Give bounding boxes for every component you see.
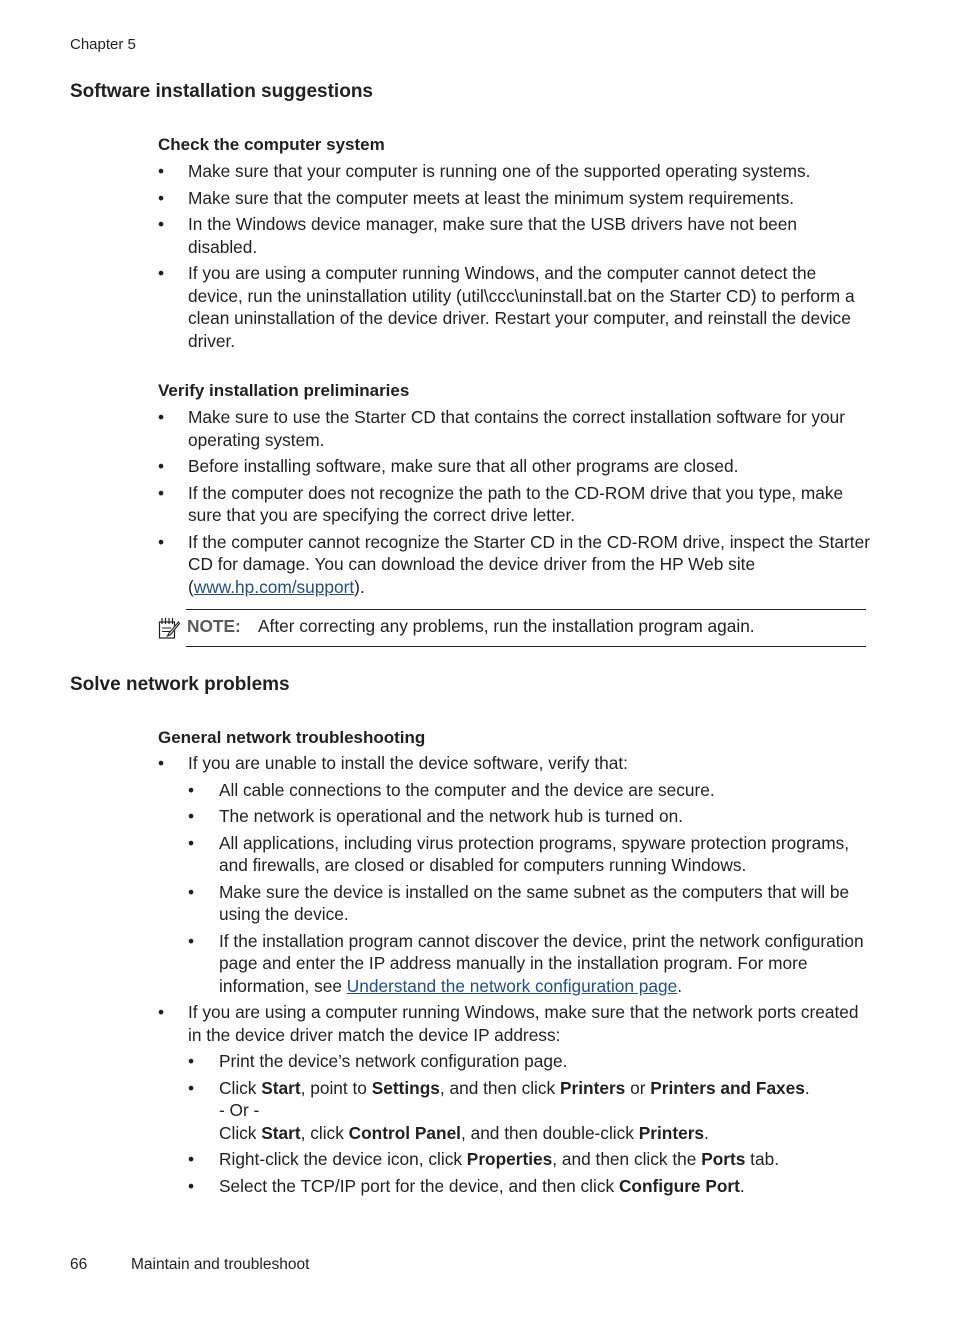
list-item: • Make sure that your computer is running one of the supported operating systems. [158,160,870,183]
section-title-software-installation: Software installation suggestions [70,81,373,102]
network-config-page-link[interactable]: Understand the network configuration page [346,975,678,996]
ui-term-properties: Properties [466,1149,553,1169]
text: Click [219,1122,262,1143]
ui-term-printers: Printers [638,1122,705,1143]
note-text: After correcting any problems, run the installation program again. [258,616,755,636]
sub-list-item: • The network is operational and the network hub is turned on. [188,805,870,828]
sub-list-item [188,1175,870,1198]
text: , click [300,1122,349,1143]
subsection-title-general-network: General network troubleshooting [158,728,426,747]
ui-term-printers: Printers [559,1077,626,1098]
note-label: NOTE: [187,616,241,636]
list-item-text: If you are using a computer running Windows, make sure that the network ports created in the device driver match the device IP address: [188,1002,859,1045]
list-item-text: ). [354,576,365,597]
ui-term-printers-and-faxes: Printers and Faxes [650,1077,805,1098]
list-item [158,752,870,997]
footer-section-name: Maintain and troubleshoot [131,1256,310,1273]
ui-term-start: Start [261,1122,301,1143]
list-item-text: If the installation program cannot discover the device, print the network configuration page and enter the IP address manually in the installation program. For more information, see [219,930,864,996]
text: , and then click [439,1077,560,1098]
sub-list [188,779,870,998]
text: Right-click the device icon, click [219,1149,467,1169]
check-computer-list [158,160,870,352]
sub-list-item [188,1148,870,1171]
list-item-text: If the computer cannot recognize the Starter CD in the CD-ROM drive, inspect the Starter CD for damage. You can download the device driver from the HP Web site ( [188,531,870,597]
list-item [158,531,870,599]
text: Select the TCP/IP port for the device, and then click [219,1175,619,1196]
sub-list-item [188,1077,870,1145]
list-item-text: If you are unable to install the device software, verify that: [188,753,628,773]
text: tab. [745,1149,780,1169]
list-item: • Make sure to use the Starter CD that contains the correct installation software for your operating system. [158,406,870,451]
text: , and then click the [552,1149,702,1169]
list-item: • Before installing software, make sure that all other programs are closed. [158,455,870,478]
list-item-text: . [677,975,683,996]
ui-term-control-panel: Control Panel [348,1122,461,1143]
ui-term-ports: Ports [701,1149,746,1169]
list-item: • If you are using a computer running Windows, and the computer cannot detect the device, run the uninstallation utility (util\ccc\uninstall.bat on the Starter CD) to perform a clean uninstallation of the device driver. Restart your computer, and reinstall the device driver. [158,262,870,352]
or-separator: - Or - [219,1100,260,1120]
verify-preliminaries-list [158,406,870,598]
sub-list-item: • All cable connections to the computer and the device are secure. [188,779,870,802]
list-item: • If the computer does not recognize the path to the CD-ROM drive that you type, make sure that you are specifying the correct drive letter. [158,482,870,527]
section-title-network-problems: Solve network problems [70,674,290,695]
note-pencil-icon [158,616,180,640]
general-network-list [158,752,870,1197]
sub-list-item: • Print the device’s network configuration page. [188,1050,870,1073]
ui-term-start: Start [261,1077,301,1098]
subsection-title-verify-preliminaries: Verify installation preliminaries [158,381,410,400]
sub-list [188,1050,870,1197]
ui-term-configure-port: Configure Port [618,1175,740,1196]
text: . [739,1175,745,1196]
text: . [704,1122,709,1143]
text: or [625,1077,651,1098]
text: Click [219,1077,262,1098]
sub-list-item: • Make sure the device is installed on the same subnet as the computers that will be using the device. [188,881,870,926]
ui-term-settings: Settings [371,1077,440,1098]
text: , point to [300,1077,372,1098]
text: , and then double-click [460,1122,639,1143]
subsection-title-check-computer: Check the computer system [158,135,385,154]
chapter-header: Chapter 5 [70,36,136,53]
sub-list-item [188,930,870,998]
list-item [158,1001,870,1197]
list-item: • Make sure that the computer meets at least the minimum system requirements. [158,187,870,210]
hp-support-link[interactable]: www.hp.com/support [193,576,355,597]
sub-list-item: • All applications, including virus protection programs, spyware protection programs, and firewalls, are closed or disabled for computers running Windows. [188,832,870,877]
text: . [804,1077,810,1098]
list-item: • In the Windows device manager, make sure that the USB drivers have not been disabled. [158,213,870,258]
page-number: 66 [70,1256,88,1273]
